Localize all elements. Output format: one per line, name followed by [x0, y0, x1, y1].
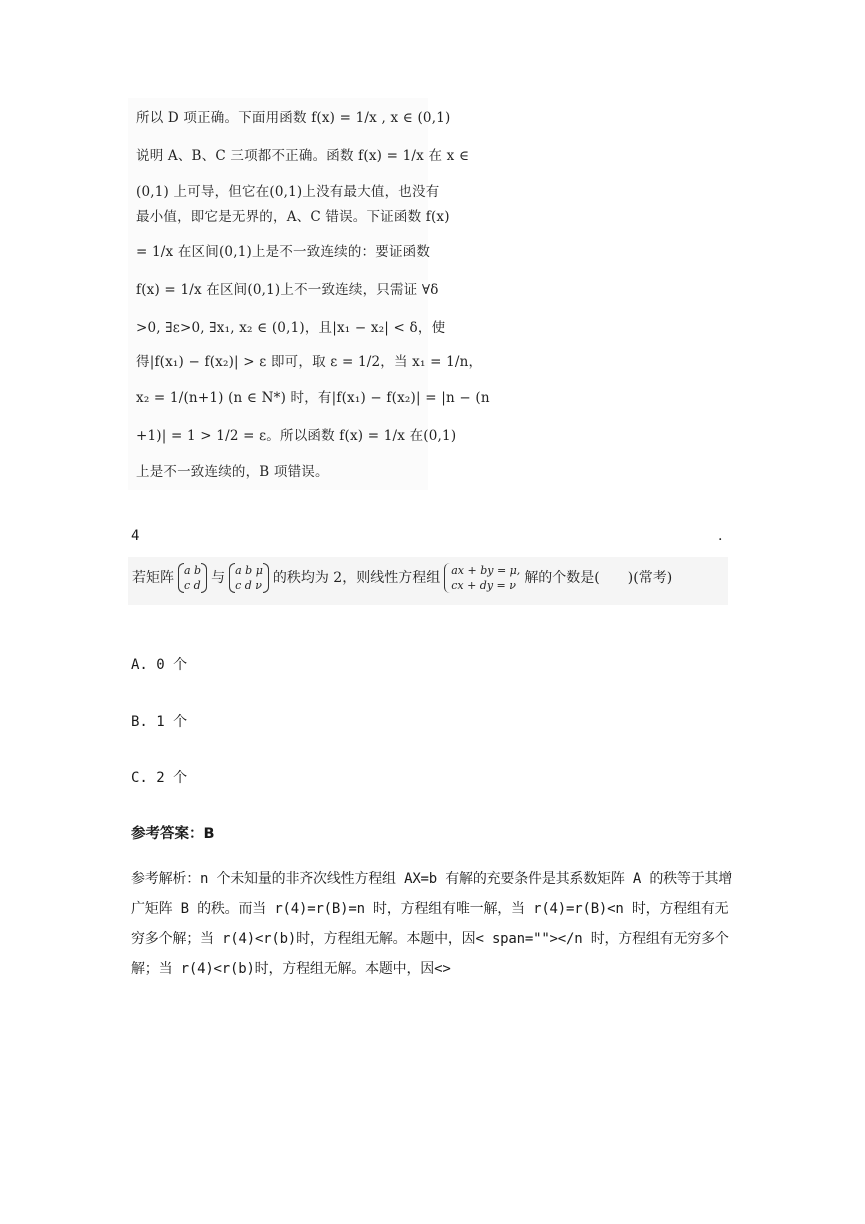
matrix-row: c d ν: [235, 579, 262, 592]
question-mid: 与: [211, 570, 226, 586]
question-number: 4: [131, 528, 140, 544]
scanned-solution-image: [128, 98, 490, 490]
scan-line: >0, ∃ε>0, ∃x₁, x₂ ∈ (0,1)，且|x₁ − x₂| < δ，使: [136, 320, 446, 336]
matrix-a: [178, 563, 207, 593]
matrix-row: a b: [184, 564, 202, 577]
question-after-matrices: 的秩均为 2，则线性方程组: [272, 570, 441, 586]
question-dot: .: [718, 528, 723, 544]
option-a: A. 0 个: [131, 657, 188, 673]
matrix-row: a b μ: [235, 564, 263, 577]
explanation-text: 参考解析：n 个未知量的非齐次线性方程组 AX=b 有解的充要条件是其系数矩阵 A 的秩等于其增广矩阵 B 的秩。而当 r(4)=r(B)=n 时，方程组有唯一解，当 r(4)=r(B)<n 时，方程组有无穷多个解；当 r(4)<r(b)时，方程组无解。本题中，因< span=""></n 时，方程组有无穷多个解；当 r(4)<r(b)时，方程组无解。本题中，因<>: [131, 871, 733, 977]
equation-row: ax + by = μ,: [451, 564, 521, 577]
matrix-b: [229, 563, 269, 593]
question-suffix: 解的个数是( )(常考): [524, 570, 673, 586]
scan-line: 得|f(x₁) − f(x₂)| > ε 即可，取 ε = 1/2，当 x₁ = 1/n，: [136, 354, 483, 370]
question-image: [128, 557, 728, 605]
equation-system: [444, 563, 520, 593]
question-text: [132, 563, 672, 593]
scan-line: f(x) = 1/x 在区间(0,1)上不一致连续，只需证 ∀δ: [136, 282, 439, 298]
scan-line: = 1/x 在区间(0,1)上是不一致连续的：要证函数: [136, 244, 431, 260]
scan-line: 说明 A、B、C 三项都不正确。函数 f(x) = 1/x 在 x ∈: [136, 148, 470, 164]
scan-line: (0,1) 上可导，但它在(0,1)上没有最大值，也没有: [136, 184, 440, 200]
scan-line: +1)| = 1 > 1/2 = ε。所以函数 f(x) = 1/x 在(0,1): [136, 428, 457, 444]
answer-label: 参考答案：B: [131, 826, 215, 842]
scan-line: 最小值，即它是无界的，A、C 错误。下证函数 f(x): [136, 209, 450, 225]
equation-row: cx + dy = ν: [451, 579, 516, 592]
scan-line: 上是不一致连续的，B 项错误。: [136, 464, 329, 480]
scan-line: 所以 D 项正确。下面用函数 f(x) = 1/x , x ∈ (0,1): [136, 110, 451, 126]
option-b: B. 1 个: [131, 714, 188, 730]
option-c: C. 2 个: [131, 770, 188, 786]
scan-line: x₂ = 1/(n+1) (n ∈ N*) 时，有|f(x₁) − f(x₂)| = |n − (n: [136, 390, 490, 406]
matrix-row: c d: [184, 579, 201, 592]
question-prefix: 若矩阵: [132, 570, 174, 586]
